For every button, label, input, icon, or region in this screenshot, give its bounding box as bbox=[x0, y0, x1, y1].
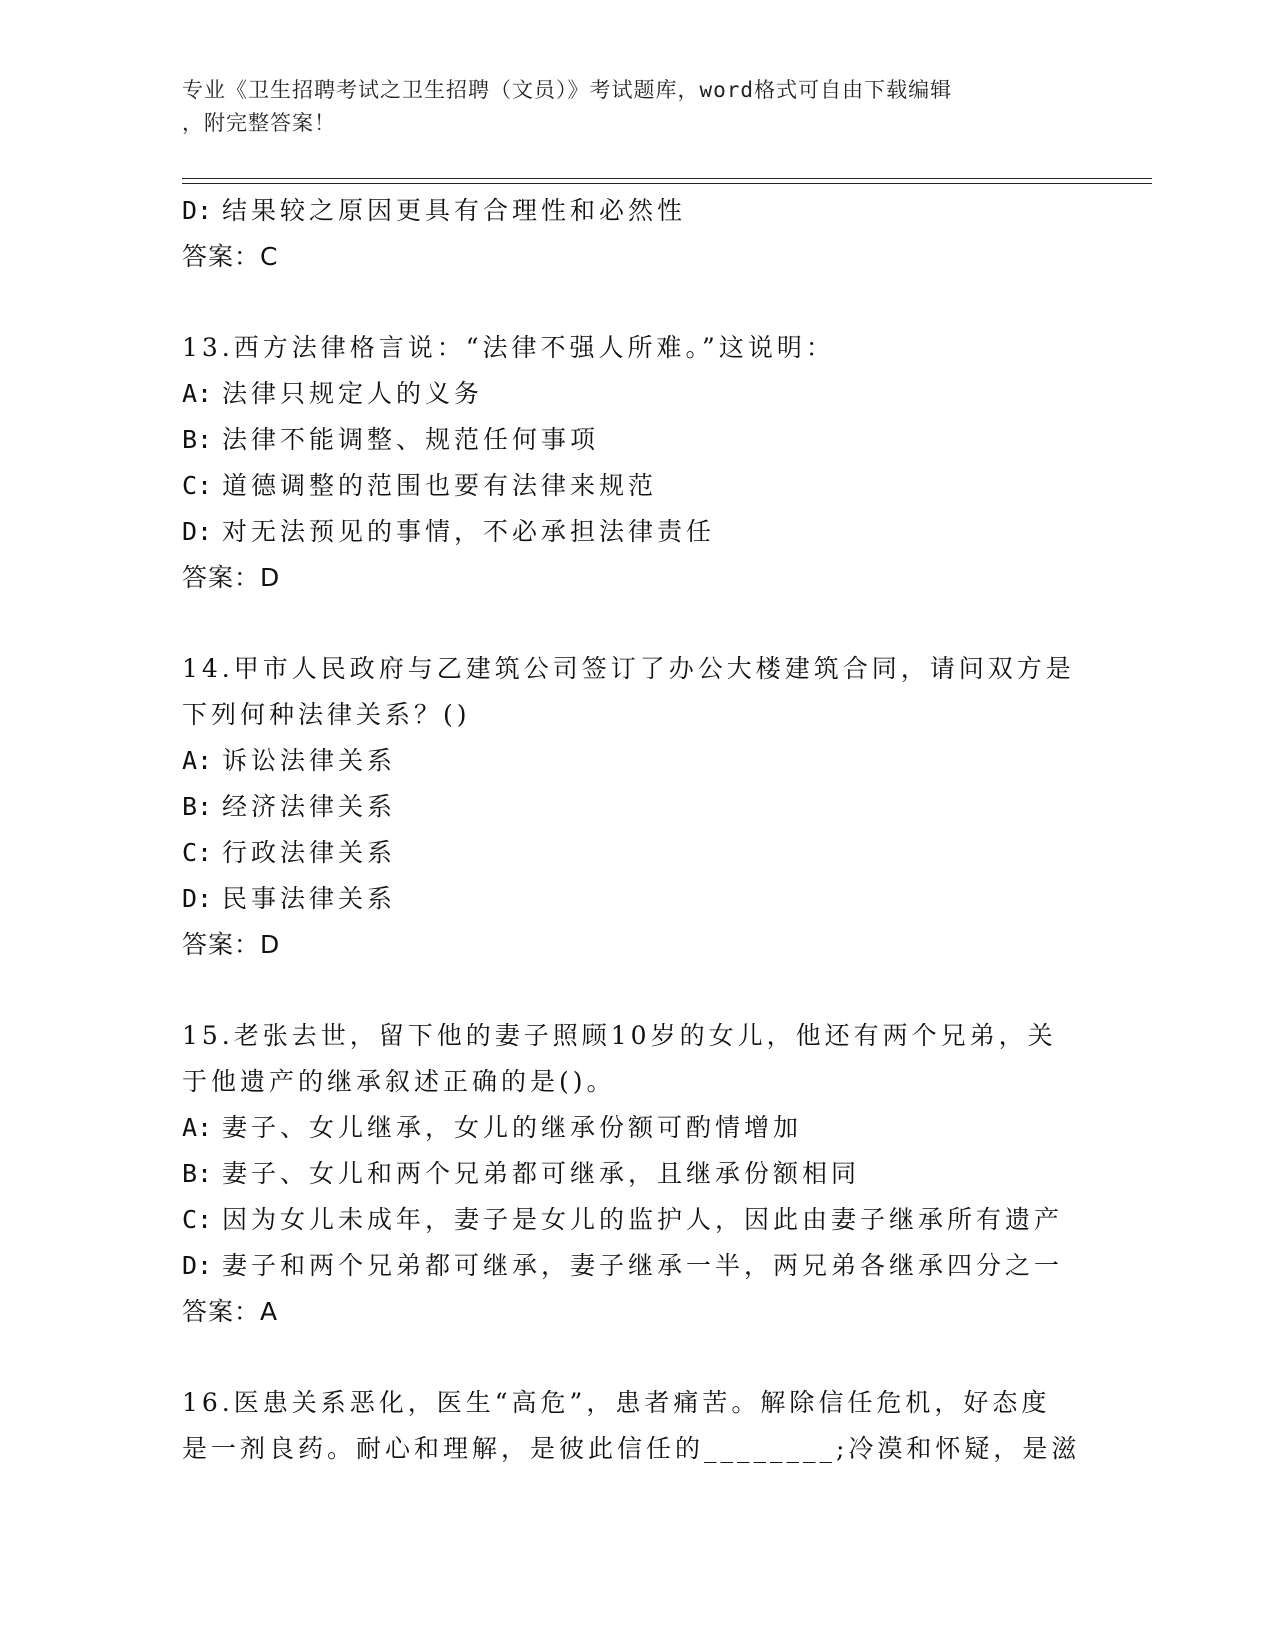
option-text: 妻子、女儿继承，女儿的继承份额可酌情增加 bbox=[222, 1113, 803, 1142]
question-stem: 于他遗产的继承叙述正确的是()。 bbox=[182, 1067, 616, 1096]
option-line bbox=[182, 509, 1082, 555]
option-text: 法律不能调整、规范任何事项 bbox=[222, 425, 600, 454]
option-text: 行政法律关系 bbox=[222, 838, 397, 867]
option-letter: D: bbox=[182, 196, 213, 225]
option-letter: A: bbox=[182, 746, 213, 775]
spacer bbox=[182, 280, 1082, 325]
option-text: 道德调整的范围也要有法律来规范 bbox=[222, 471, 658, 500]
option-text: 经济法律关系 bbox=[222, 792, 397, 821]
option-text: 诉讼法律关系 bbox=[222, 746, 397, 775]
option-line bbox=[182, 876, 1082, 922]
option-letter: C: bbox=[182, 838, 213, 867]
option-letter: C: bbox=[182, 471, 213, 500]
option-line bbox=[182, 371, 1082, 417]
option-line bbox=[182, 784, 1082, 830]
option-text: 妻子和两个兄弟都可继承，妻子继承一半，两兄弟各继承四分之一 bbox=[222, 1251, 1064, 1280]
document-header bbox=[182, 74, 1062, 140]
question-text bbox=[182, 1059, 1082, 1105]
option-line bbox=[182, 830, 1082, 876]
question-text bbox=[182, 325, 1082, 371]
question-stem: 15.老张去世，留下他的妻子照顾10岁的女儿，他还有两个兄弟，关 bbox=[182, 1021, 1057, 1050]
option-line bbox=[182, 1151, 1082, 1197]
option-line bbox=[182, 1105, 1082, 1151]
option-text: 因为女儿未成年，妻子是女儿的监护人，因此由妻子继承所有遗产 bbox=[222, 1205, 1064, 1234]
question-text bbox=[182, 646, 1082, 692]
option-letter: C: bbox=[182, 1205, 213, 1234]
question-block bbox=[182, 188, 1082, 280]
option-letter: D: bbox=[182, 1251, 213, 1280]
answer-line: 答案：C bbox=[182, 242, 279, 271]
answer-line: 答案：D bbox=[182, 563, 281, 592]
question-text bbox=[182, 1380, 1082, 1426]
question-stem: 下列何种法律关系？() bbox=[182, 700, 471, 729]
option-letter: A: bbox=[182, 1113, 213, 1142]
question-content bbox=[182, 188, 1082, 1472]
header-line-2: ，附完整答案！ bbox=[182, 111, 336, 135]
spacer bbox=[182, 968, 1082, 1013]
option-line bbox=[182, 463, 1082, 509]
question-text bbox=[182, 1013, 1082, 1059]
option-text: 对无法预见的事情，不必承担法律责任 bbox=[222, 517, 716, 546]
option-letter: B: bbox=[182, 792, 213, 821]
option-line bbox=[182, 188, 1082, 234]
option-line bbox=[182, 1243, 1082, 1289]
question-stem: 13.西方法律格言说：“法律不强人所难。”这说明： bbox=[182, 333, 835, 362]
option-letter: A: bbox=[182, 379, 213, 408]
option-line bbox=[182, 1197, 1082, 1243]
spacer bbox=[182, 601, 1082, 646]
question-stem: 16.医患关系恶化，医生“高危”，患者痛苦。解除信任危机，好态度 bbox=[182, 1388, 1051, 1417]
option-line bbox=[182, 417, 1082, 463]
option-letter: D: bbox=[182, 517, 213, 546]
header-line-1: 专业《卫生招聘考试之卫生招聘（文员）》考试题库，word格式可自由下载编辑 bbox=[182, 78, 953, 102]
question-block bbox=[182, 1013, 1082, 1335]
option-letter: B: bbox=[182, 1159, 213, 1188]
question-stem: 是一剂良药。耐心和理解，是彼此信任的________;冷漠和怀疑，是滋 bbox=[182, 1434, 1081, 1463]
option-text: 妻子、女儿和两个兄弟都可继承，且继承份额相同 bbox=[222, 1159, 861, 1188]
header-divider-top bbox=[182, 178, 1152, 179]
option-letter: B: bbox=[182, 425, 213, 454]
option-text: 法律只规定人的义务 bbox=[222, 379, 484, 408]
option-text: 民事法律关系 bbox=[222, 884, 397, 913]
spacer bbox=[182, 1335, 1082, 1380]
answer-line: 答案：A bbox=[182, 1297, 279, 1326]
option-text: 结果较之原因更具有合理性和必然性 bbox=[222, 196, 687, 225]
answer-line: 答案：D bbox=[182, 930, 281, 959]
header-divider-bottom bbox=[182, 183, 1152, 184]
question-text bbox=[182, 692, 1082, 738]
question-stem: 14.甲市人民政府与乙建筑公司签订了办公大楼建筑合同，请问双方是 bbox=[182, 654, 1075, 683]
option-letter: D: bbox=[182, 884, 213, 913]
question-block bbox=[182, 646, 1082, 968]
option-line bbox=[182, 738, 1082, 784]
question-block bbox=[182, 1380, 1082, 1472]
question-text bbox=[182, 1426, 1082, 1472]
question-block bbox=[182, 325, 1082, 601]
